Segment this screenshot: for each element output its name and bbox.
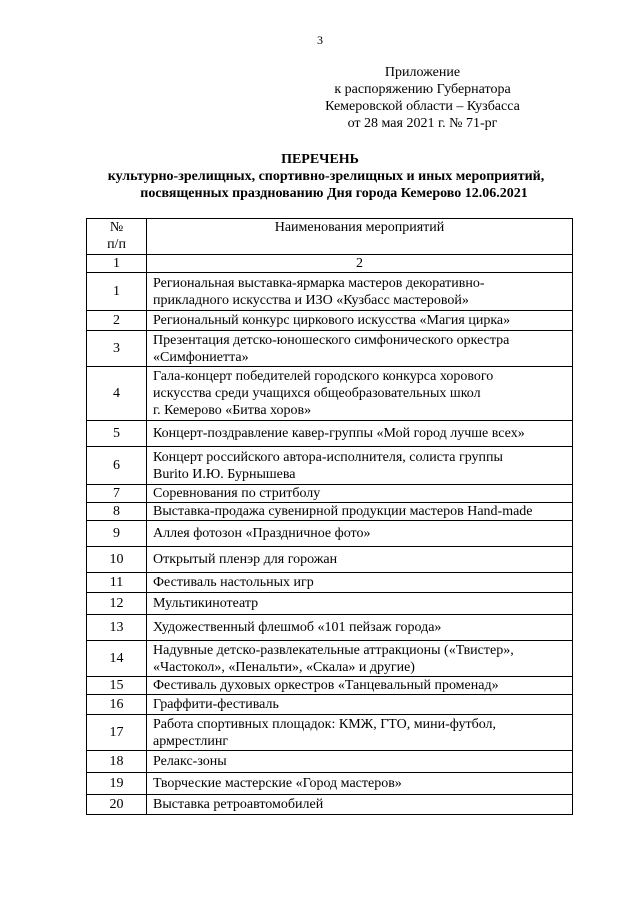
event-name-line: Презентация детско-юношеского симфонического оркестра [153, 332, 510, 348]
event-name-line: Надувные детско-развлекательные аттракционы («Твистер», [153, 642, 514, 658]
table-row [87, 421, 573, 447]
event-name-line: Аллея фотозон «Праздничное фото» [153, 526, 371, 541]
event-name-line: Граффити-фестиваль [153, 697, 279, 712]
table-row [87, 593, 573, 615]
table-row [87, 331, 573, 367]
row-number: 2 [87, 311, 147, 331]
row-number: 10 [87, 547, 147, 573]
row-number: 4 [87, 367, 147, 421]
event-name-line: армрестлинг [153, 733, 229, 749]
table-row [87, 367, 573, 421]
row-number: 20 [87, 795, 147, 815]
table-row [87, 521, 573, 547]
row-event-name [147, 773, 573, 795]
subheader-col2: 2 [147, 255, 573, 273]
row-event-name [147, 273, 573, 311]
row-number: 5 [87, 421, 147, 447]
appendix-line: к распоряжению Губернатора [334, 82, 511, 97]
event-name-line: искусства среди учащихся общеобразовательных школ [153, 386, 481, 401]
header-name: Наименования мероприятий [147, 219, 573, 255]
event-name-line: Региональный конкурс циркового искусства «Магия цирка» [153, 313, 511, 328]
appendix-line: от 28 мая 2021 г. № 71-рг [347, 116, 498, 131]
row-event-name [147, 547, 573, 573]
row-event-name [147, 715, 573, 751]
table-subheader-row [87, 255, 573, 273]
event-name-line: Выставка ретроавтомобилей [153, 797, 324, 812]
event-name-line: Концерт российского автора-исполнителя, солиста группы [153, 449, 503, 465]
table-row [87, 677, 573, 695]
title-line: культурно-зрелищных, спортивно-зрелищных и иных мероприятий, [107, 169, 545, 184]
row-event-name [147, 485, 573, 503]
table-row [87, 695, 573, 715]
document-title [0, 151, 640, 202]
event-name-line: «Симфониетта» [153, 349, 249, 365]
row-event-name [147, 695, 573, 715]
title-line: посвященных празднованию Дня города Кемерово 12.06.2021 [140, 186, 528, 201]
table-row [87, 485, 573, 503]
event-name-line: Фестиваль духовых оркестров «Танцевальный променад» [153, 678, 499, 693]
row-event-name [147, 593, 573, 615]
table-row [87, 795, 573, 815]
row-number: 7 [87, 485, 147, 503]
table-row [87, 311, 573, 331]
event-name-line: Открытый пленэр для горожан [153, 552, 338, 567]
row-event-name [147, 447, 573, 485]
row-event-name [147, 503, 573, 521]
row-event-name [147, 331, 573, 367]
row-number: 3 [87, 331, 147, 367]
row-number: 13 [87, 615, 147, 641]
row-event-name [147, 641, 573, 677]
title-line: ПЕРЕЧЕНЬ [281, 152, 359, 167]
row-event-name [147, 521, 573, 547]
row-event-name [147, 615, 573, 641]
header-num-line: № [109, 220, 124, 235]
row-number: 1 [87, 273, 147, 311]
header-num [87, 219, 147, 255]
table-row [87, 751, 573, 773]
table-row [87, 641, 573, 677]
row-event-name [147, 751, 573, 773]
table-row [87, 715, 573, 751]
row-event-name [147, 311, 573, 331]
appendix-block [300, 64, 545, 132]
event-name-line: Концерт-поздравление кавер-группы «Мой город лучше всех» [153, 426, 525, 441]
event-name-line: Художественный флешмоб «101 пейзаж города» [153, 620, 442, 635]
row-event-name [147, 367, 573, 421]
event-name-line: Соревнования по стритболу [153, 486, 321, 501]
row-number: 14 [87, 641, 147, 677]
page-number: 3 [317, 33, 323, 47]
table-row [87, 773, 573, 795]
row-number: 16 [87, 695, 147, 715]
row-number: 19 [87, 773, 147, 795]
table-row [87, 273, 573, 311]
table-row [87, 447, 573, 485]
event-name-line: Региональная выставка-ярмарка мастеров декоративно- [153, 275, 485, 291]
table-row [87, 615, 573, 641]
row-event-name [147, 795, 573, 815]
appendix-line: Приложение [384, 65, 461, 80]
event-name-line: Гала-концерт победителей городского конкурса хорового [153, 369, 494, 384]
row-number: 12 [87, 593, 147, 615]
table-row [87, 503, 573, 521]
event-name-line: Мультикинотеатр [153, 596, 259, 611]
row-event-name [147, 573, 573, 593]
event-name-line: прикладного искусства и ИЗО «Кузбасс мастеровой» [153, 292, 469, 308]
table-row [87, 573, 573, 593]
appendix-line: Кемеровской области – Кузбасса [325, 99, 520, 114]
row-event-name [147, 421, 573, 447]
row-number: 18 [87, 751, 147, 773]
row-number: 11 [87, 573, 147, 593]
table-header-row [87, 219, 573, 255]
header-num-line: п/п [107, 237, 126, 252]
row-number: 17 [87, 715, 147, 751]
table-row [87, 547, 573, 573]
event-name-line: Burito И.Ю. Бурнышева [153, 466, 296, 482]
event-name-line: Фестиваль настольных игр [153, 575, 314, 590]
events-table [86, 218, 573, 815]
event-name-line: «Частокол», «Пенальти», «Скала» и другие) [153, 659, 415, 675]
row-number: 15 [87, 677, 147, 695]
event-name-line: Выставка-продажа сувенирной продукции мастеров Hand-made [153, 504, 533, 519]
event-name-line: г. Кемерово «Битва хоров» [153, 403, 312, 418]
event-name-line: Работа спортивных площадок: КМЖ, ГТО, мини-футбол, [153, 716, 497, 732]
row-number: 9 [87, 521, 147, 547]
row-event-name [147, 677, 573, 695]
row-number: 8 [87, 503, 147, 521]
subheader-col1: 1 [87, 255, 147, 273]
event-name-line: Творческие мастерские «Город мастеров» [153, 776, 402, 791]
event-name-line: Релакс-зоны [153, 754, 227, 769]
row-number: 6 [87, 447, 147, 485]
